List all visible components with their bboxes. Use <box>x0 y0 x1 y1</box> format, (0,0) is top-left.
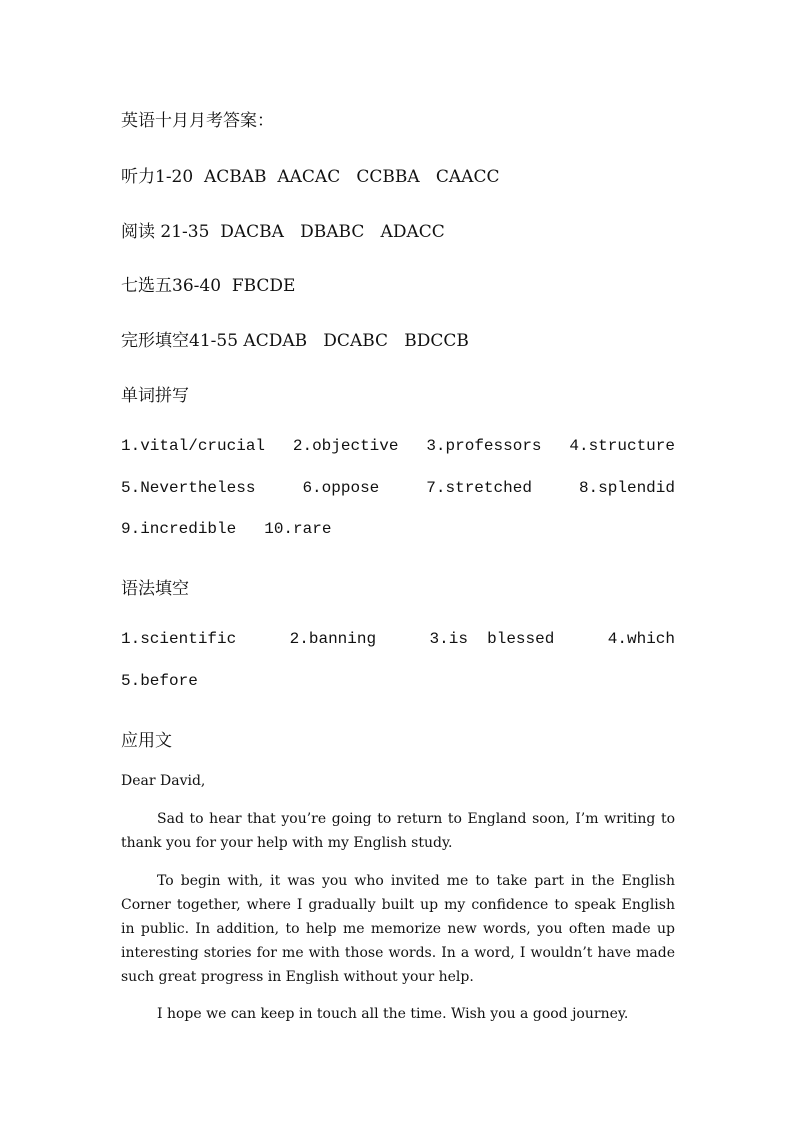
letter-paragraph-1: Sad to hear that you’re going to return to England soon, I’m writing to thank you for your help with my English study. <box>121 811 675 851</box>
spelling-heading: 单词拼写 <box>121 386 189 406</box>
page-title: 英语十月月考答案： <box>121 111 274 131</box>
grammar-heading: 语法填空 <box>121 579 189 599</box>
letter-paragraph-3: I hope we can keep in touch all the time. Wish you a good journey. <box>157 1006 629 1022</box>
spelling-item: 8.splendid <box>578 479 675 497</box>
grammar-row-2 <box>121 672 198 690</box>
spelling-item: 4.structure <box>569 437 675 455</box>
spelling-item: 7.stretched <box>426 479 532 497</box>
grammar-row-1 <box>121 630 675 648</box>
letter-paragraph-2: To begin with, it was you who invited me to take part in the English Corner together, where I gradually built up my confidence to speak English in public. In addition, to help me memorize new words, you often made up interesting stories for me with those words. In a word, I wouldn’t have made such great progress in English without your help. <box>121 873 675 985</box>
spelling-item: 2.objective <box>292 437 399 455</box>
spelling-row-1 <box>121 437 675 455</box>
reading-answers: 阅读 21-35 DACBA DBABC ADACC <box>121 222 445 242</box>
spelling-item: 6.oppose <box>302 479 380 497</box>
spelling-item: 10.rare <box>264 520 332 538</box>
grammar-item: 5.before <box>121 672 198 690</box>
spelling-row-3 <box>121 520 331 538</box>
spelling-item: 1.vital/crucial <box>121 437 266 455</box>
seven-choose-five-answers: 七选五36-40 FBCDE <box>121 276 296 296</box>
spelling-item: 9.incredible <box>121 520 237 538</box>
letter-salutation: Dear David, <box>121 773 206 789</box>
grammar-item: 1.scientific <box>121 630 237 648</box>
grammar-item: 2.banning <box>289 630 377 648</box>
writing-heading: 应用文 <box>121 731 172 751</box>
spelling-row-2 <box>121 479 675 497</box>
grammar-item: 4.which <box>607 630 675 648</box>
spelling-item: 5.Nevertheless <box>121 479 256 497</box>
spelling-item: 3.professors <box>426 437 542 455</box>
listening-answers: 听力1-20 ACBAB AACAC CCBBA CAACC <box>121 167 500 187</box>
cloze-answers: 完形填空41-55 ACDAB DCABC BDCCB <box>121 331 469 351</box>
grammar-item: 3.is blessed <box>429 630 555 648</box>
